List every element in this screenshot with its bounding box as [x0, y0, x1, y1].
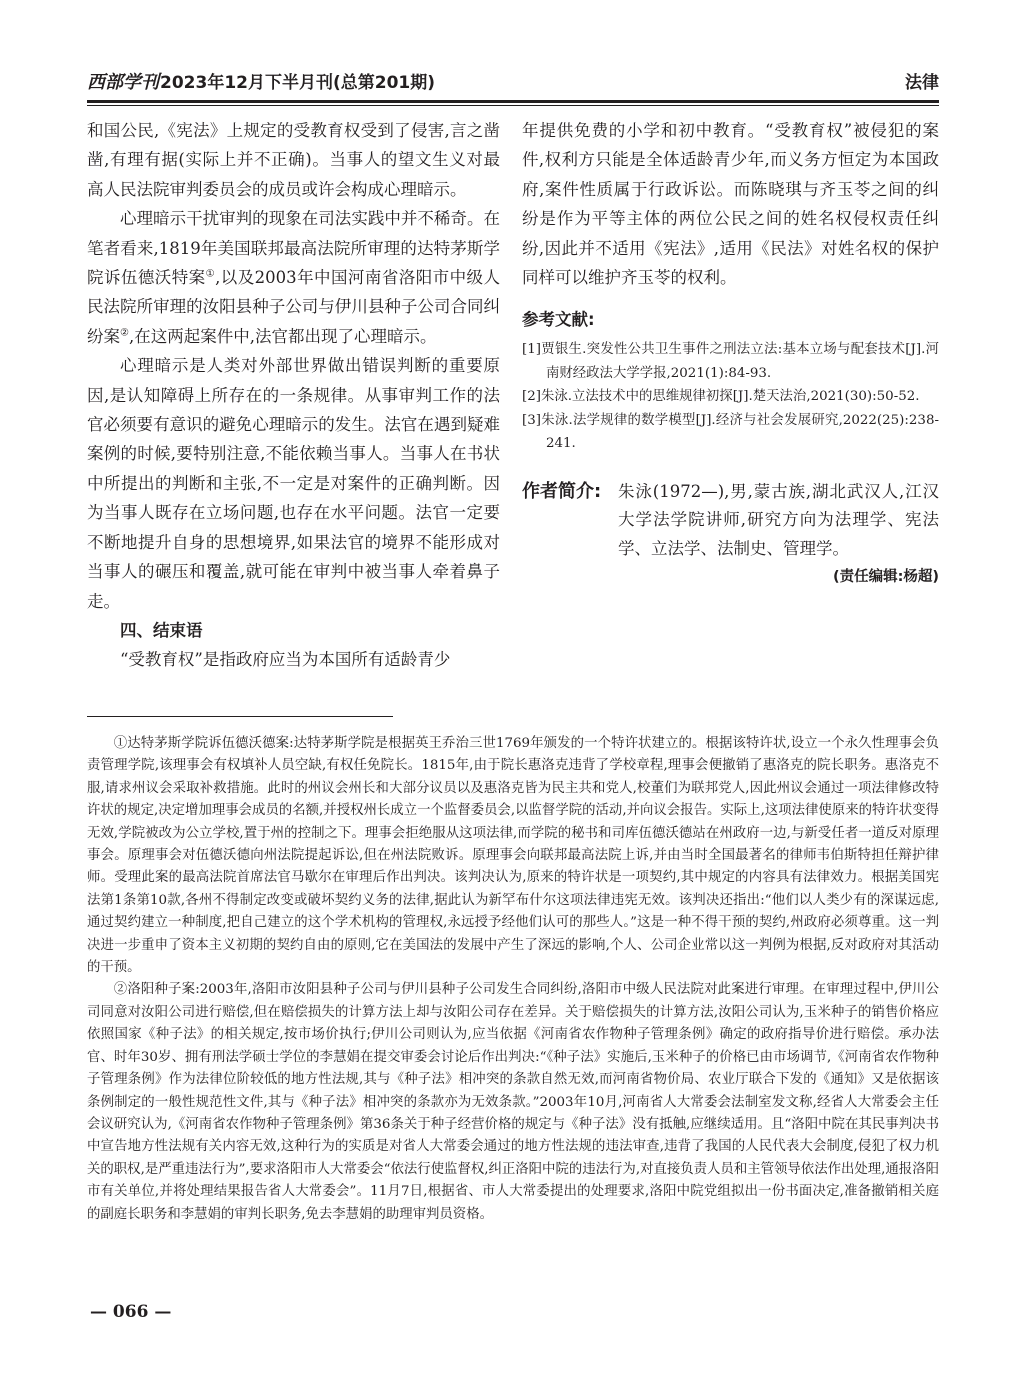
footnote: ①达特茅斯学院诉伍德沃德案:达特茅斯学院是根据英王乔治三世1769年颁发的一个特许状建立的。根据该特许状,设立一个永久性理事会负责管理学院,该理事会有权填补人员空缺,有权任免院长。1815年,由于院长惠洛克违背了学校章程,理事会便撤销了惠洛克的院长职务。惠洛克不服,请求州议会采取补救措施。此时的州议会州长和大部分议员以及惠洛克皆为民主共和党人,校董们为联邦党人,因此州议会通过一项法律修改特许状的规定,决定增加理事会成员的名额,并授权州长成立一个监督委员会,以监督学院的活动,并向议会报告。实际上,这项法律使原来的特许状变得无效,学院被改为公立学校,置于州的控制之下。理事会拒绝服从这项法律,而学院的秘书和司库伍德沃德站在州政府一边,与新受任者一道反对原理事会。原理事会对伍德沃德向州法院提起诉讼,但在州法院败诉。原理事会向联邦最高法院上诉,并由当时全国最著名的律师韦伯斯特担任辩护律师。受理此案的最高法院首席法官马歇尔在审理后作出判决。该判决认为,原来的特许状是一项契约,其中规定的内容具有法律效力。根据美国宪法第1条第10款,各州不得制定改变或破坏契约义务的法律,据此认为新罕布什尔这项法律违宪无效。该判决还指出:“他们以人类少有的深谋远虑,通过契约建立一种制度,把自己建立的这个学术机构的管理权,永远授予经他们认可的那些人。”这是一种不得干预的契约,州政府必须尊重。这一判决进一步重申了资本主义初期的契约自由的原则,它在美国法的发展中产生了深远的影响,个人、公司企业常以这一判例为根据,反对政府对其活动的干预。 — [87, 736, 939, 976]
footnote-rule — [87, 716, 393, 717]
right-column — [522, 116, 939, 589]
author-text: 朱泳(1972—),男,蒙古族,湖北武汉人,江汉大学法学院讲师,研究方向为法理学、宪法学、立法学、法制史、管理学。 — [618, 481, 939, 558]
reference-item: [3]朱泳.法学规律的数学模型[J].经济与社会发展研究,2022(25):238-241. — [522, 412, 939, 452]
page-number: — 066 — — [90, 1302, 172, 1322]
reference-item: [1]贾银生.突发性公共卫生事件之刑法立法:基本立场与配套技术[J].河南财经政法大学学报,2021(1):84-93. — [522, 342, 939, 381]
left-column — [87, 116, 500, 674]
section-heading: 四、结束语 — [120, 620, 203, 640]
references-title: 参考文献: — [522, 310, 595, 330]
text-run: ,在这两起案件中,法官都出现了心理暗示。 — [128, 326, 437, 346]
journal-issue: 2023年12月下半月刊(总第201期) — [160, 73, 435, 93]
journal-title — [87, 68, 435, 94]
footnote-marker[interactable]: ② — [120, 327, 129, 339]
footnote-marker[interactable]: ① — [205, 268, 216, 280]
section-tag: 法律 — [905, 73, 939, 93]
header-rule-thin — [87, 105, 939, 106]
footnotes — [87, 733, 939, 1226]
page-header — [87, 64, 939, 100]
paragraph: 和国公民,《宪法》上规定的受教育权受到了侵害,言之凿凿,有理有据(实际上并不正确)。当事人的望文生义对最高人民法院审判委员会的成员或许会构成心理暗示。 — [87, 121, 500, 199]
paragraph — [87, 204, 500, 351]
text-run: 心理暗示干扰审判的现象在司法实践中并不稀奇。在笔者看来,1819年美国联邦最高法院所审理的达特茅斯学院诉伍德沃特案 — [87, 209, 500, 288]
reference-item: [2]朱泳.立法技术中的思维规律初探[J].楚天法治,2021(30):50-52. — [522, 389, 920, 405]
author-bio — [522, 478, 939, 564]
paragraph: “受教育权”是指政府应当为本国所有适龄青少 — [120, 649, 451, 669]
header-rule-thick — [87, 100, 939, 103]
footnote: ②洛阳种子案:2003年,洛阳市汝阳县种子公司与伊川县种子公司发生合同纠纷,洛阳市中级人民法院对此案进行审理。在审理过程中,伊川公司同意对汝阳公司进行赔偿,但在赔偿损失的计算方法上却与汝阳公司存在差异。关于赔偿损失的计算方法,汝阳公司认为,玉米种子的销售价格应依照国家《种子法》的相关规定,按市场价执行;伊川公司则认为,应当依据《河南省农作物种子管理条例》确定的政府指导价进行赔偿。承办法官、时年30岁、拥有刑法学硕士学位的李慧娟在提交审委会讨论后作出判决:“《种子法》实施后,玉米种子的价格已由市场调节,《河南省农作物种子管理条例》作为法律位阶较低的地方性法规,其与《种子法》相冲突的条款自然无效,而河南省物价局、农业厅联合下发的《通知》又是依据该条例制定的一般性规范性文件,其与《种子法》相冲突的条款亦为无效条款。”2003年10月,河南省人大常委会法制室发文称,经省人大常委会主任会议研究认为,《河南省农作物种子管理条例》第36条关于种子经营价格的规定与《种子法》没有抵触,应继续适用。且“洛阳中院在其民事判决书中宣告地方性法规有关内容无效,这种行为的实质是对省人大常委会通过的地方性法规的违法审查,违背了我国的人民代表大会制度,侵犯了权力机关的职权,是严重违法行为”,要求洛阳市人大常委会“依法行使监督权,纠正洛阳中院的违法行为,对直接负责人员和主管领导依法作出处理,通报洛阳市有关单位,并将处理结果报告省人大常委会”。11月7日,根据省、市人大常委提出的处理要求,洛阳中院党组拟出一份书面决定,准备撤销相关庭的副庭长职务和李慧娟的审判长职务,免去李慧娟的助理审判员资格。 — [87, 982, 939, 1222]
author-label: 作者简介: — [522, 480, 602, 502]
paragraph: 年提供免费的小学和初中教育。“受教育权”被侵犯的案件,权利方只能是全体适龄青少年,而义务方恒定为本国政府,案件性质属于行政诉讼。而陈晓琪与齐玉苓之间的纠纷是作为平等主体的两位公民之间的姓名权侵权责任纠纷,因此并不适用《宪法》,适用《民法》对姓名权的保护同样可以维护齐玉苓的权利。 — [522, 121, 939, 288]
text-run: ,以及2003年中国河南省洛阳市中级人民法院所审理的汝阳县种子公司与伊川县种子公司合同纠纷案 — [87, 268, 501, 346]
paragraph: 心理暗示是人类对外部世界做出错误判断的重要原因,是认知障碍上所存在的一条规律。从事审判工作的法官必须要有意识的避免心理暗示的发生。法官在遇到疑难案例的时候,要特别注意,不能依赖当事人。当事人在书状中所提出的判断和主张,不一定是对案件的正确判断。因为当事人既存在立场问题,也存在水平问题。法官一定要不断地提升自身的思想境界,如果法官的境界不能形成对当事人的碾压和覆盖,就可能在审判中被当事人牵着鼻子走。 — [87, 356, 500, 611]
journal-logo: 西部学刊 — [87, 72, 159, 93]
responsible-editor: (责任编辑:杨超) — [832, 569, 939, 586]
